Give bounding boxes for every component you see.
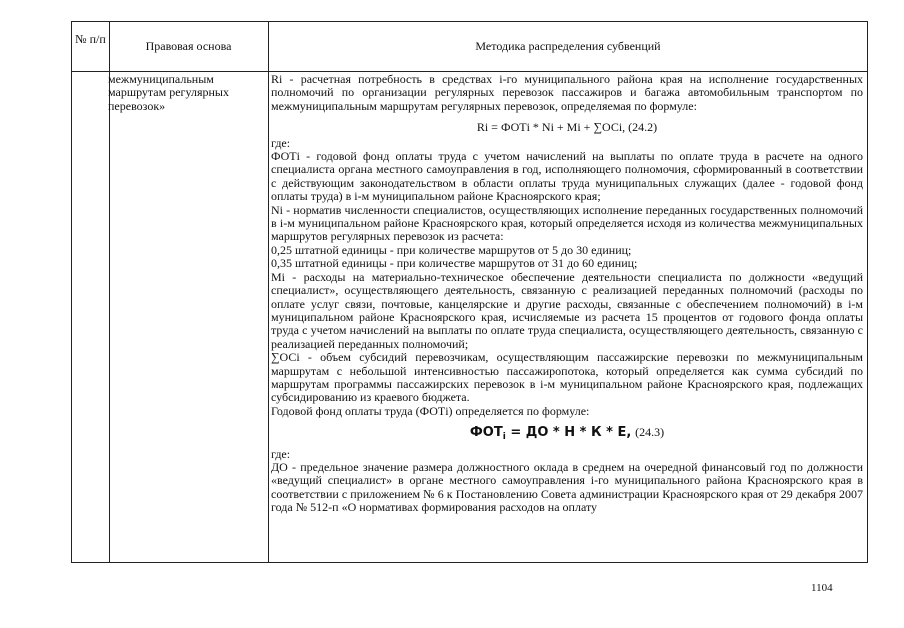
formula-24-3: $ФОТ_i$ = ДО * Н * К * Е, (24.3) — [469, 425, 665, 443]
column-divider — [268, 22, 269, 562]
rate-035: 0,35 штатной единицы - при количестве маршрутов от 31 до 60 единиц; — [271, 256, 638, 271]
fot-definition: ФОТi - годовой фонд оплаты труда с учетом начислений на выплаты по оплате труда в расчете на одного специалиста органа местного самоуправления в год, исполняющего полномочия, сформированный в соответствии с действующим законодательством в области оплаты труда муниципальных служащих (далее - годовой фонд оплаты труда) в i-м муниципальном районе Красноярского края; — [271, 149, 863, 204]
methodology-cell — [271, 73, 863, 562]
header-legal-basis: Правовая основа — [145, 39, 232, 53]
header-methodology: Методика распределения субвенций — [475, 39, 661, 53]
fot-formula-intro: Годовой фонд оплаты труда (ФОТi) определяется по формуле: — [271, 403, 590, 418]
ri-definition: Ri - расчетная потребность в средствах i-го муниципального района края на исполнение государственных полномочий по организации регулярных перевозок пассажиров и багажа автомобильным транспортом по межмуниципальным маршрутам регулярных перевозок, определяемая по формуле: — [271, 73, 863, 113]
do-definition: ДО - предельное значение размера должностного оклада в среднем на очередной финансовый год по должности «ведущий специалист» в органе местного самоуправления i-го муниципального района Красноярского края в соответствии с приложением № 6 к Постановлению Совета администрации Красноярского края от 29 декабря 2007 года № 512-п «О нормативах формирования расходов на оплату — [271, 459, 863, 515]
formula-24-2: Ri = ФОТi * Ni + Mi + ∑ОСi, (24.2) — [476, 120, 658, 135]
ni-definition: Ni - норматив численности специалистов, осуществляющих исполнение переданных государственных полномочий в i-м муниципальном районе Красноярского края, который определяется исходя из количества межмуниципальных маршрутов регулярных перевозок из расчета: — [271, 202, 863, 244]
mi-definition: Mi - расходы на материально-техническое обеспечение деятельности специалиста по должности «ведущий специалист», осуществляющего деятельность, связанную с реализацией переданных полномочий (расходы по оплате услуг связи, почтовые, канцелярские и другие расходы, связанные с обеспечением полномочий) в i-м муниципальном районе Красноярского края, исчисляемые из расчета 15 процентов от годового фонда оплаты труда с учетом начислений на выплаты по оплате труда специалиста, осуществляющего деятельность, связанную с реализацией переданных полномочий; — [271, 269, 863, 351]
header-number: № п/п — [75, 32, 106, 46]
legal-basis-text: межмуниципальным маршрутам регулярных перевозок» — [108, 72, 229, 113]
osi-definition: ∑ОСi - объем субсидий перевозчикам, осуществляющим пассажирские перевозки по межмуниципальным маршрутам с небольшой интенсивностью пассажиропотока, который определяется как сумма субсидий по маршрутам программы пассажирских перевозок в i-м муниципальном районе Красноярского края, подлежащих субсидированию из краевого бюджета. — [271, 350, 863, 405]
rate-025: 0,25 штатной единицы - при количестве маршрутов от 5 до 30 единиц; — [271, 242, 632, 257]
where-label: где: — [271, 135, 291, 150]
page-number: 1104 — [811, 582, 833, 594]
where-label-2: где: — [271, 446, 291, 461]
